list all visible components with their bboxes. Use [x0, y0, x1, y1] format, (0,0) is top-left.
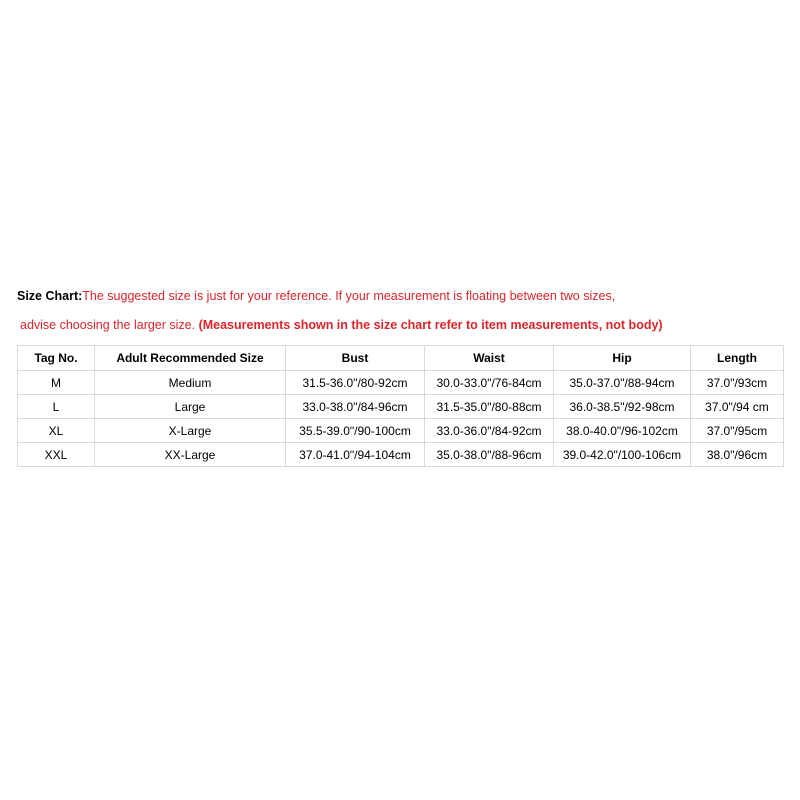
- intro-reference-note: The suggested size is just for your reference. If your measurement is floating between two sizes,: [82, 289, 616, 303]
- header-bust: Bust: [286, 346, 425, 371]
- cell-hip: 38.0-40.0"/96-102cm: [554, 419, 691, 443]
- intro-measurement-note: (Measurements shown in the size chart refer to item measurements, not body): [198, 318, 663, 332]
- table-row: [18, 371, 784, 395]
- intro-advice-note: advise choosing the larger size.: [20, 318, 199, 332]
- table-row: [18, 443, 784, 467]
- cell-length: 37.0"/95cm: [691, 419, 784, 443]
- cell-bust: 33.0-38.0"/84-96cm: [286, 395, 425, 419]
- cell-bust: 31.5-36.0"/80-92cm: [286, 371, 425, 395]
- table-header-row: [18, 346, 784, 371]
- cell-length: 37.0"/94 cm: [691, 395, 784, 419]
- intro-line-1: [17, 288, 615, 304]
- cell-recommended-size: X-Large: [95, 419, 286, 443]
- cell-waist: 35.0-38.0"/88-96cm: [425, 443, 554, 467]
- header-adult-recommended-size: Adult Recommended Size: [95, 346, 286, 371]
- cell-hip: 39.0-42.0"/100-106cm: [554, 443, 691, 467]
- cell-waist: 33.0-36.0"/84-92cm: [425, 419, 554, 443]
- size-chart-table: [17, 345, 784, 467]
- cell-waist: 30.0-33.0"/76-84cm: [425, 371, 554, 395]
- intro-line-2: [20, 317, 663, 333]
- size-chart-label: Size Chart:: [17, 289, 83, 303]
- cell-length: 37.0"/93cm: [691, 371, 784, 395]
- cell-length: 38.0"/96cm: [691, 443, 784, 467]
- header-waist: Waist: [425, 346, 554, 371]
- cell-recommended-size: Large: [95, 395, 286, 419]
- cell-hip: 36.0-38.5"/92-98cm: [554, 395, 691, 419]
- cell-tag-no: XL: [18, 419, 95, 443]
- cell-recommended-size: XX-Large: [95, 443, 286, 467]
- table-row: [18, 395, 784, 419]
- cell-tag-no: L: [18, 395, 95, 419]
- table-row: [18, 419, 784, 443]
- cell-tag-no: M: [18, 371, 95, 395]
- cell-hip: 35.0-37.0"/88-94cm: [554, 371, 691, 395]
- cell-recommended-size: Medium: [95, 371, 286, 395]
- cell-bust: 35.5-39.0"/90-100cm: [286, 419, 425, 443]
- cell-tag-no: XXL: [18, 443, 95, 467]
- cell-bust: 37.0-41.0"/94-104cm: [286, 443, 425, 467]
- cell-waist: 31.5-35.0"/80-88cm: [425, 395, 554, 419]
- header-tag-no: Tag No.: [18, 346, 95, 371]
- header-hip: Hip: [554, 346, 691, 371]
- header-length: Length: [691, 346, 784, 371]
